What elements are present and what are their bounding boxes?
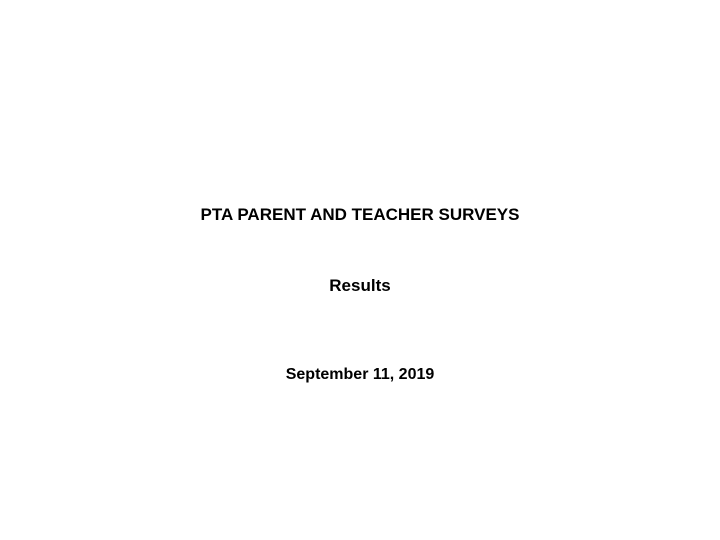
slide-date: September 11, 2019 — [285, 366, 435, 383]
slide-subtitle: Results — [329, 276, 391, 295]
slide-title: PTA PARENT AND TEACHER SURVEYS — [200, 205, 520, 224]
